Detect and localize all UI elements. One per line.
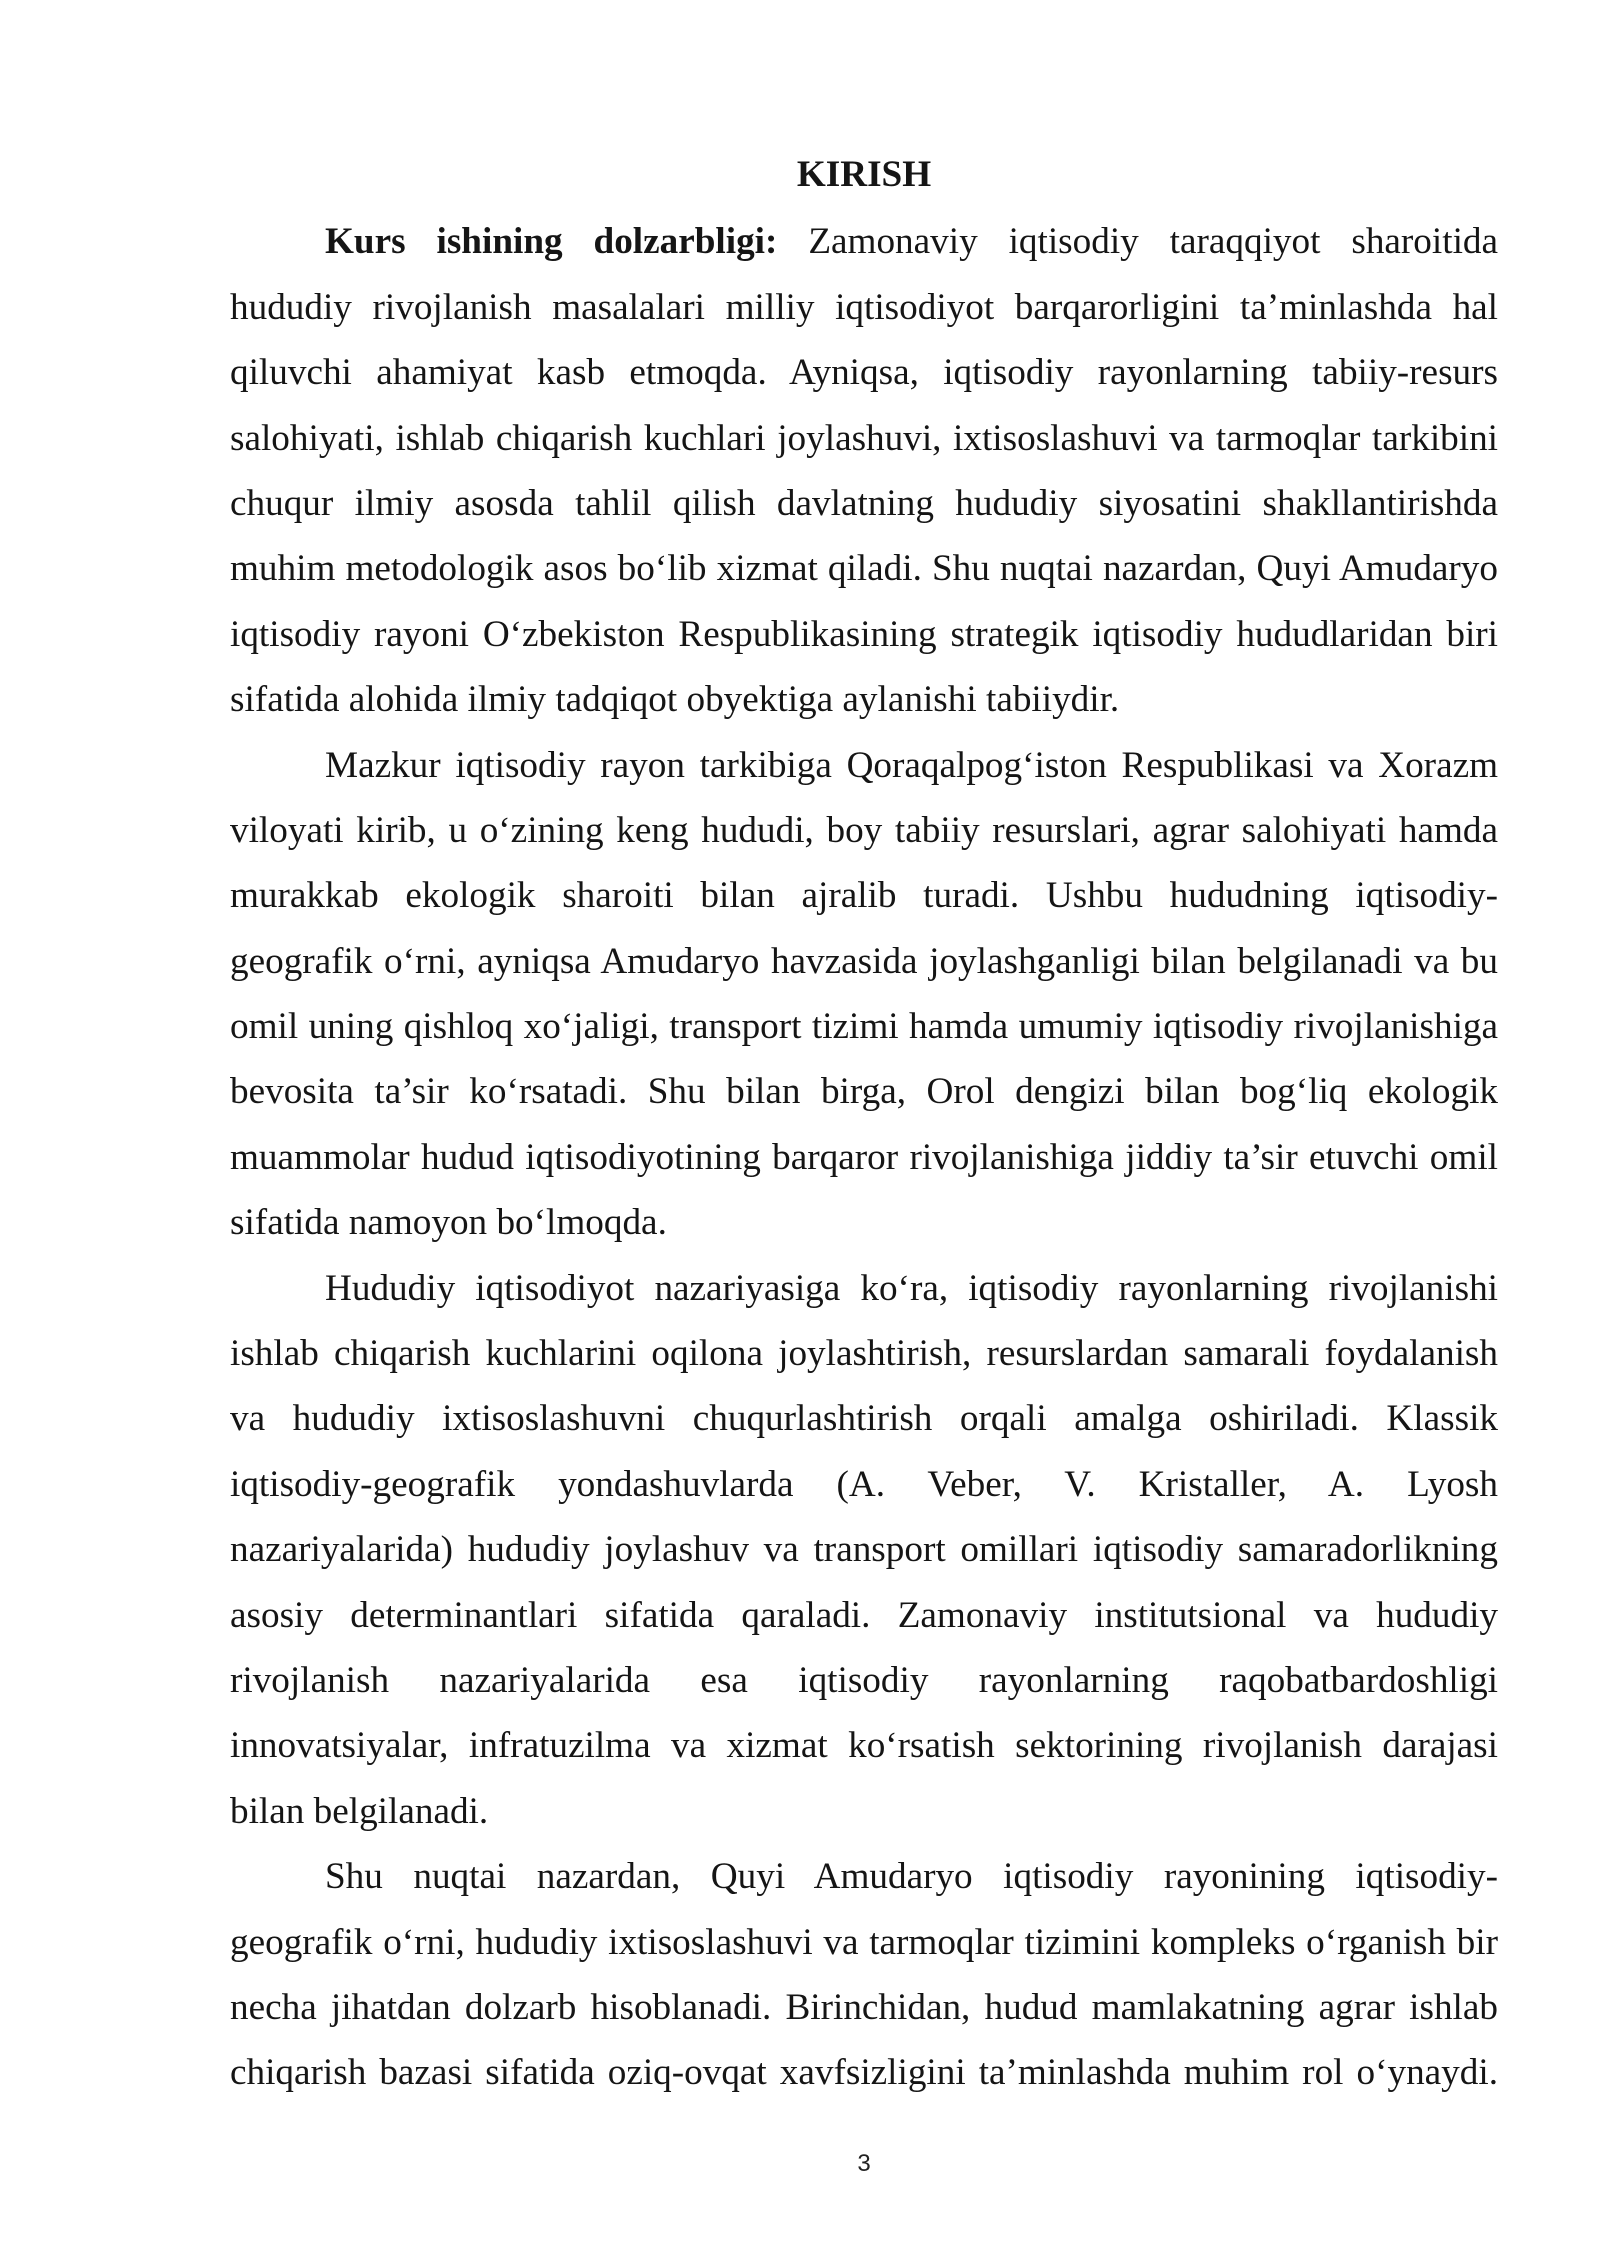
paragraph-line: geografik o‘rni, ayniqsa Amudaryo havzasida joylashganligi bilan belgilanadi va bu <box>230 940 1498 982</box>
document-body <box>230 142 1498 2106</box>
paragraph-line: asosiy determinantlari sifatida qaraladi. Zamonaviy institutsional va hududiy <box>230 1594 1498 1636</box>
paragraph-line: sifatida namoyon bo‘lmoqda. <box>230 1202 667 1244</box>
paragraph-line <box>230 209 1498 274</box>
paragraph-line: muhim metodologik asos bo‘lib xizmat qiladi. Shu nuqtai nazardan, Quyi Amudaryo <box>230 548 1498 590</box>
paragraph-line: iqtisodiy-geografik yondashuvlarda (A. Veber, V. Kristaller, A. Lyosh <box>230 1463 1498 1505</box>
paragraph-line: bilan belgilanadi. <box>230 1790 489 1832</box>
page-title: KIRISH <box>796 154 932 195</box>
paragraph <box>230 209 1498 732</box>
paragraph-line: viloyati kirib, u o‘zining keng hududi, boy tabiiy resurslari, agrar salohiyati hamda <box>230 809 1498 851</box>
paragraph <box>230 733 1498 1256</box>
paragraph-line-text: Zamonaviy iqtisodiy taraqqiyot sharoitida <box>808 221 1498 263</box>
paragraph-line: Mazkur iqtisodiy rayon tarkibiga Qoraqalpog‘iston Respublikasi va Xorazm <box>325 744 1498 786</box>
paragraph-line: murakkab ekologik sharoiti bilan ajralib turadi. Ushbu hududning iqtisodiy- <box>230 875 1498 917</box>
paragraph-line: geografik o‘rni, hududiy ixtisoslashuvi va tarmoqlar tizimini kompleks o‘rganish bir <box>230 1921 1498 1963</box>
paragraph-line: omil uning qishloq xo‘jaligi, transport tizimi hamda umumiy iqtisodiy rivojlanishiga <box>230 1006 1498 1048</box>
paragraph-line: va hududiy ixtisoslashuvni chuqurlashtirish orqali amalga oshiriladi. Klassik <box>230 1398 1498 1440</box>
paragraph-line: sifatida alohida ilmiy tadqiqot obyektiga aylanishi tabiiydir. <box>230 679 1120 721</box>
paragraph-line: Shu nuqtai nazardan, Quyi Amudaryo iqtisodiy rayonining iqtisodiy- <box>325 1856 1498 1898</box>
paragraph-line: innovatsiyalar, infratuzilma va xizmat ko‘rsatish sektorining rivojlanish darajasi <box>230 1725 1498 1767</box>
paragraph-line: nazariyalarida) hududiy joylashuv va transport omillari iqtisodiy samaradorlikning <box>230 1529 1498 1571</box>
paragraph-line: qiluvchi ahamiyat kasb etmoqda. Ayniqsa, iqtisodiy rayonlarning tabiiy-resurs <box>230 352 1498 394</box>
paragraph-line: iqtisodiy rayoni O‘zbekiston Respublikasining strategik iqtisodiy hududlaridan biri <box>230 613 1498 655</box>
paragraph <box>230 1256 1498 1845</box>
paragraph-lead: Kurs ishining dolzarbligi: <box>325 221 778 263</box>
paragraph-line: rivojlanish nazariyalarida esa iqtisodiy rayonlarning raqobatbardoshligi <box>230 1659 1498 1701</box>
paragraph-line: Hududiy iqtisodiyot nazariyasiga ko‘ra, iqtisodiy rayonlarning rivojlanishi <box>325 1267 1498 1309</box>
page-number: 3 <box>857 2150 871 2177</box>
paragraph-line: necha jihatdan dolzarb hisoblanadi. Birinchidan, hudud mamlakatning agrar ishlab <box>230 1986 1498 2028</box>
paragraph <box>230 1844 1498 2106</box>
paragraph-line: muammolar hudud iqtisodiyotining barqaror rivojlanishiga jiddiy ta’sir etuvchi omil <box>230 1136 1498 1178</box>
paragraph-line: chiqarish bazasi sifatida oziq-ovqat xavfsizligini ta’minlashda muhim rol o‘ynaydi. <box>230 2052 1498 2094</box>
paragraph-line: ishlab chiqarish kuchlarini oqilona joylashtirish, resurslardan samarali foydalanish <box>230 1333 1498 1375</box>
paragraph-line: chuqur ilmiy asosda tahlil qilish davlatning hududiy siyosatini shakllantirishda <box>230 482 1498 524</box>
paragraph-line: bevosita ta’sir ko‘rsatadi. Shu bilan birga, Orol dengizi bilan bog‘liq ekologik <box>230 1071 1498 1113</box>
paragraph-line: salohiyati, ishlab chiqarish kuchlari joylashuvi, ixtisoslashuvi va tarmoqlar tarkibini <box>230 417 1498 459</box>
paragraph-line: hududiy rivojlanish masalalari milliy iqtisodiyot barqarorligini ta’minlashda hal <box>230 286 1498 328</box>
